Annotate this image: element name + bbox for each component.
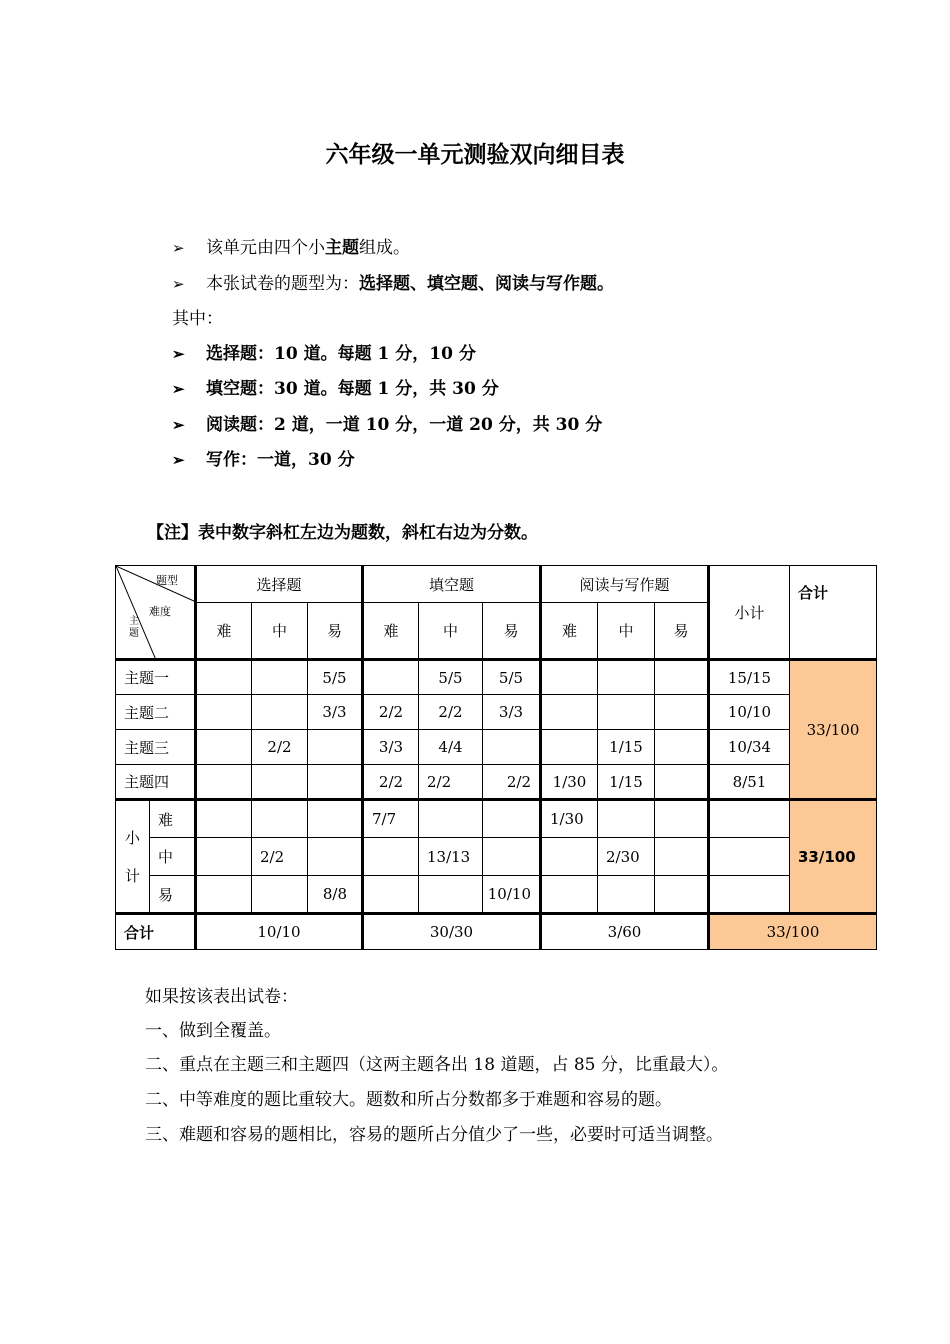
data-cell: 5/5 bbox=[483, 660, 541, 695]
level-header: 易 bbox=[308, 603, 363, 660]
data-cell bbox=[196, 730, 252, 765]
level-header: 难 bbox=[196, 603, 252, 660]
level-header: 难 bbox=[363, 603, 419, 660]
data-cell bbox=[598, 660, 655, 695]
data-cell bbox=[483, 838, 541, 876]
data-cell: 3/3 bbox=[363, 730, 419, 765]
spec-table bbox=[115, 565, 877, 950]
bullet-text-bold: ：一道，30 分 bbox=[240, 450, 355, 470]
totals-label: 合计 bbox=[116, 914, 196, 950]
data-cell bbox=[541, 838, 598, 876]
bullet-text: 该单元由四个小 bbox=[206, 238, 325, 258]
arrow-bullet-icon: ➢ bbox=[172, 239, 185, 257]
subtotal-block-label-text: 小计 bbox=[124, 828, 140, 885]
data-cell bbox=[419, 876, 483, 914]
level-header: 中 bbox=[419, 603, 483, 660]
subtotal-block-label bbox=[116, 800, 150, 914]
header-corner-cell bbox=[116, 566, 196, 660]
group-header-choice: 选择题 bbox=[196, 566, 363, 603]
conclusion-line: 三、难题和容易的题相比，容易的题所占分值少了一些，必要时可适当调整。 bbox=[145, 1125, 723, 1145]
data-cell: 3/3 bbox=[483, 695, 541, 730]
table-row bbox=[116, 695, 877, 730]
data-cell bbox=[541, 660, 598, 695]
among-label: 其中： bbox=[172, 309, 223, 329]
data-cell bbox=[196, 800, 252, 838]
bullet-text-bold: 填空题 bbox=[206, 379, 257, 399]
subtotal-cell: 10/10 bbox=[709, 695, 790, 730]
grand-total: 33/100 bbox=[709, 914, 877, 950]
conclusion-line: 二、重点在主题三和主题四（这两主题各出 18 道题，占 85 分，比重最大）。 bbox=[145, 1055, 729, 1075]
bullet-text-bold: 阅读题 bbox=[206, 415, 257, 435]
data-cell bbox=[541, 876, 598, 914]
bullet-reading bbox=[172, 413, 602, 437]
arrow-bullet-icon: ➢ bbox=[172, 345, 185, 363]
table-row bbox=[116, 765, 877, 800]
table-note: 【注】表中数字斜杠左边为题数，斜杠右边为分数。 bbox=[147, 523, 538, 543]
bullet-text: 本张试卷的题型为： bbox=[206, 274, 359, 294]
bullet-fill bbox=[172, 377, 499, 401]
data-cell: 5/5 bbox=[308, 660, 363, 695]
topic-name: 主题一 bbox=[116, 660, 196, 695]
data-cell: 1/30 bbox=[541, 800, 598, 838]
data-cell: 2/2 bbox=[483, 765, 541, 800]
data-cell bbox=[308, 730, 363, 765]
level-header: 难 bbox=[541, 603, 598, 660]
bullet-text-bold: 选择题 bbox=[206, 344, 257, 364]
data-cell: 1/15 bbox=[598, 730, 655, 765]
data-cell bbox=[252, 765, 308, 800]
subtotal-cell bbox=[709, 800, 790, 838]
table-row bbox=[116, 660, 877, 695]
data-cell bbox=[308, 838, 363, 876]
data-cell bbox=[598, 800, 655, 838]
bullet-text: 组成。 bbox=[359, 238, 410, 258]
data-cell bbox=[308, 800, 363, 838]
level-header: 中 bbox=[598, 603, 655, 660]
subtotal-cell bbox=[709, 876, 790, 914]
bullet-question-types bbox=[172, 272, 614, 296]
bullet-choice bbox=[172, 342, 476, 366]
level-label: 中 bbox=[150, 838, 196, 876]
subtotal-cell: 10/34 bbox=[709, 730, 790, 765]
data-cell bbox=[196, 660, 252, 695]
data-cell bbox=[252, 660, 308, 695]
data-cell bbox=[655, 765, 709, 800]
data-cell: 8/8 bbox=[308, 876, 363, 914]
data-cell bbox=[196, 695, 252, 730]
topic-name: 主题四 bbox=[116, 765, 196, 800]
group-header-reading: 阅读与写作题 bbox=[541, 566, 709, 603]
data-cell bbox=[363, 876, 419, 914]
data-cell: 1/15 bbox=[598, 765, 655, 800]
data-cell bbox=[541, 730, 598, 765]
topic-name: 主题二 bbox=[116, 695, 196, 730]
bullet-writing bbox=[172, 448, 355, 472]
group-total: 10/10 bbox=[196, 914, 363, 950]
subtotal-header: 小计 bbox=[709, 566, 790, 660]
totals-row bbox=[116, 914, 877, 950]
conclusion-intro: 如果按该表出试卷： bbox=[145, 987, 298, 1007]
data-cell: 2/2 bbox=[363, 765, 419, 800]
data-cell bbox=[363, 838, 419, 876]
bullet-text-bold: 主题 bbox=[325, 238, 359, 258]
arrow-bullet-icon: ➢ bbox=[172, 380, 185, 398]
page-title: 六年级一单元测验双向细目表 bbox=[325, 142, 625, 168]
corner-type-label: 题型 bbox=[156, 574, 178, 587]
topics-total-cell: 33/100 bbox=[790, 660, 877, 800]
data-cell: 2/2 bbox=[419, 765, 483, 800]
data-cell: 3/3 bbox=[308, 695, 363, 730]
data-cell bbox=[363, 660, 419, 695]
bullet-text-bold: ：30 道。每题 1 分，共 30 分 bbox=[257, 379, 499, 399]
data-cell bbox=[655, 876, 709, 914]
subtotal-cell: 8/51 bbox=[709, 765, 790, 800]
data-cell bbox=[308, 765, 363, 800]
bullet-text-bold: ：2 道，一道 10 分，一道 20 分，共 30 分 bbox=[257, 415, 603, 435]
topic-name: 主题三 bbox=[116, 730, 196, 765]
data-cell bbox=[252, 876, 308, 914]
data-cell: 1/30 bbox=[541, 765, 598, 800]
bullet-text-bold: 写作 bbox=[206, 450, 240, 470]
data-cell bbox=[541, 695, 598, 730]
table-row bbox=[116, 838, 877, 876]
data-cell bbox=[196, 838, 252, 876]
conclusion-line: 二、中等难度的题比重较大。题数和所占分数都多于难题和容易的题。 bbox=[145, 1090, 672, 1110]
total-header: 合计 bbox=[790, 566, 877, 660]
data-cell: 4/4 bbox=[419, 730, 483, 765]
data-cell bbox=[655, 838, 709, 876]
data-cell: 10/10 bbox=[483, 876, 541, 914]
data-cell: 2/2 bbox=[363, 695, 419, 730]
data-cell bbox=[598, 695, 655, 730]
subtotal-block-total: 33/100 bbox=[790, 800, 877, 914]
bullet-topics bbox=[172, 236, 410, 260]
arrow-bullet-icon: ➢ bbox=[172, 416, 185, 434]
arrow-bullet-icon: ➢ bbox=[172, 275, 185, 293]
data-cell bbox=[655, 660, 709, 695]
data-cell: 13/13 bbox=[419, 838, 483, 876]
data-cell: 5/5 bbox=[419, 660, 483, 695]
level-label: 难 bbox=[150, 800, 196, 838]
data-cell bbox=[483, 800, 541, 838]
data-cell bbox=[483, 730, 541, 765]
group-total: 3/60 bbox=[541, 914, 709, 950]
data-cell bbox=[252, 695, 308, 730]
data-cell bbox=[252, 800, 308, 838]
group-total: 30/30 bbox=[363, 914, 541, 950]
data-cell: 2/2 bbox=[252, 838, 308, 876]
bullet-text-bold: 选择题、填空题、阅读与写作题。 bbox=[359, 274, 614, 294]
level-header: 易 bbox=[483, 603, 541, 660]
table-row bbox=[116, 800, 877, 838]
data-cell bbox=[196, 876, 252, 914]
data-cell: 7/7 bbox=[363, 800, 419, 838]
level-header: 中 bbox=[252, 603, 308, 660]
bullet-text-bold: ：10 道。每题 1 分，10 分 bbox=[257, 344, 476, 364]
data-cell bbox=[419, 800, 483, 838]
corner-difficulty-label: 难度 bbox=[149, 605, 171, 618]
level-header: 易 bbox=[655, 603, 709, 660]
subtotal-cell: 15/15 bbox=[709, 660, 790, 695]
data-cell bbox=[655, 800, 709, 838]
subtotal-cell bbox=[709, 838, 790, 876]
data-cell bbox=[598, 876, 655, 914]
group-header-fill: 填空题 bbox=[363, 566, 541, 603]
data-cell bbox=[196, 765, 252, 800]
corner-topic-label: 主题 bbox=[129, 616, 139, 639]
arrow-bullet-icon: ➢ bbox=[172, 451, 185, 469]
conclusion-line: 一、做到全覆盖。 bbox=[145, 1021, 281, 1041]
data-cell: 2/2 bbox=[419, 695, 483, 730]
table-row bbox=[116, 876, 877, 914]
data-cell: 2/2 bbox=[252, 730, 308, 765]
table-row bbox=[116, 730, 877, 765]
data-cell bbox=[655, 730, 709, 765]
data-cell bbox=[655, 695, 709, 730]
data-cell: 2/30 bbox=[598, 838, 655, 876]
level-label: 易 bbox=[150, 876, 196, 914]
